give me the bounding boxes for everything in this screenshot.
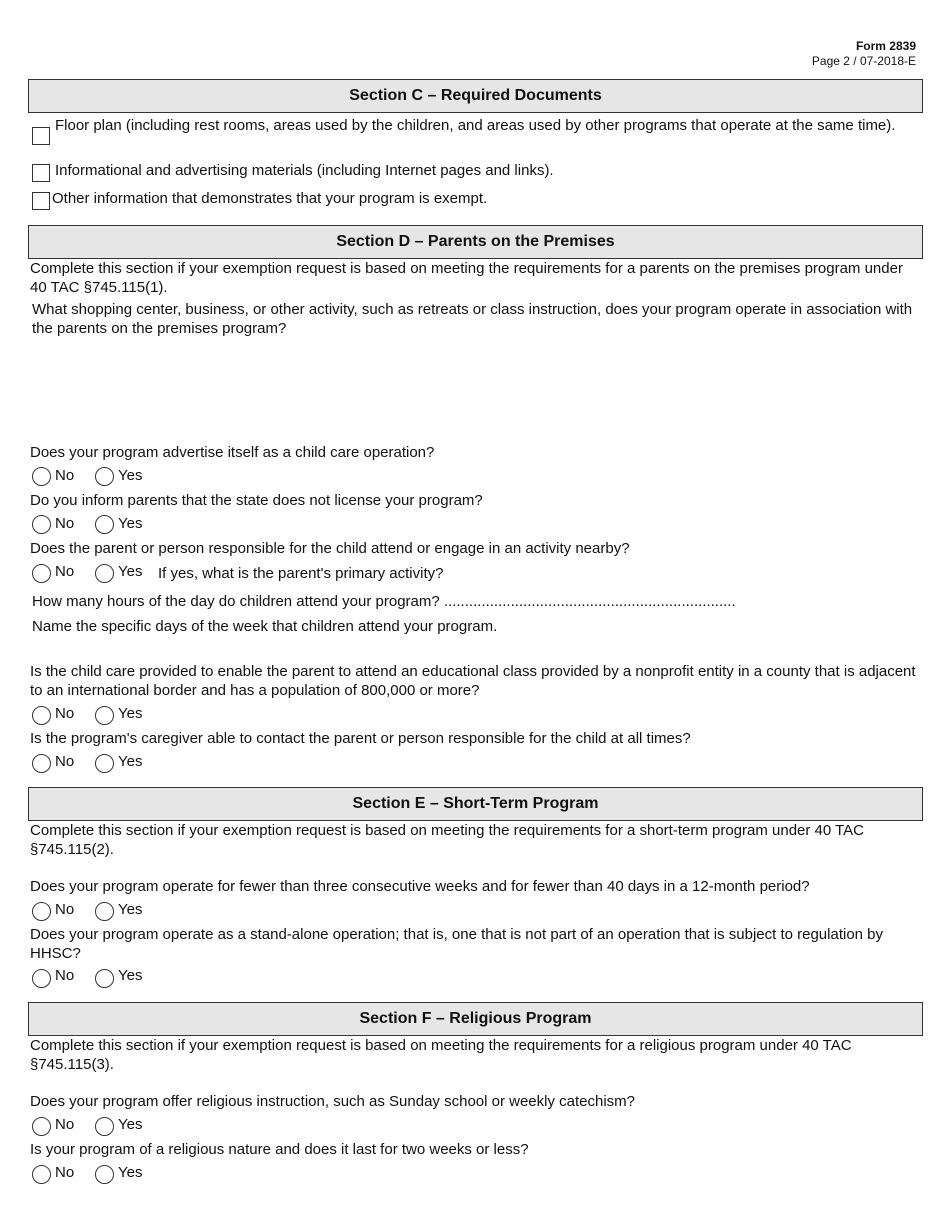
nature-yes-label: Yes — [118, 1164, 143, 1181]
q-parent-attend: Does the parent or person responsible for the child attend or engage in an activity nearby? — [30, 540, 630, 557]
standalone-yes-label: Yes — [118, 967, 143, 984]
standalone-no-radio[interactable] — [32, 969, 51, 988]
advertising-materials-label: Informational and advertising materials (including Internet pages and links). — [55, 162, 554, 179]
standalone-no-label: No — [55, 967, 75, 984]
nature-no-radio[interactable] — [32, 1165, 51, 1184]
advertise-no-label: No — [55, 467, 75, 484]
attend-no-label: No — [55, 563, 75, 580]
section-e-header: Section E – Short-Term Program — [28, 787, 923, 821]
q-parent-primary-activity: If yes, what is the parent's primary activity? — [158, 565, 444, 582]
inform-yes-label: Yes — [118, 515, 143, 532]
q-hours-per-day: How many hours of the day do children attend your program? ...................................................................... — [32, 593, 736, 610]
q-caregiver-contact: Is the program's caregiver able to contact the parent or person responsible for the child at all times? — [30, 730, 691, 747]
instruction-yes-radio[interactable] — [95, 1117, 114, 1136]
attend-no-radio[interactable] — [32, 564, 51, 583]
section-c-header: Section C – Required Documents — [28, 79, 923, 113]
inform-no-radio[interactable] — [32, 515, 51, 534]
contact-no-label: No — [55, 753, 75, 770]
section-e-intro: Complete this section if your exemption request is based on meeting the requirements for a short-term program under 40 TAC §745.115(2). — [30, 822, 865, 858]
page-info: Page 2 / 07-2018-E — [811, 54, 916, 68]
section-f-header: Section F – Religious Program — [28, 1002, 923, 1036]
section-d-intro: Complete this section if your exemption request is based on meeting the requirements for a parents on the premises program under 40 TAC §745.115(1). — [30, 260, 903, 296]
page-header — [812, 39, 916, 69]
instruction-no-radio[interactable] — [32, 1117, 51, 1136]
standalone-yes-radio[interactable] — [95, 969, 114, 988]
contact-yes-label: Yes — [118, 753, 143, 770]
attend-yes-radio[interactable] — [95, 564, 114, 583]
days-of-week-field[interactable] — [32, 638, 920, 660]
q-fewer-than-three-weeks: Does your program operate for fewer than three consecutive weeks and for fewer than 40 days in a 12-month period? — [30, 878, 810, 895]
advertise-yes-label: Yes — [118, 467, 143, 484]
q-inform-unlicensed: Do you inform parents that the state does not license your program? — [30, 492, 483, 509]
advertise-no-radio[interactable] — [32, 467, 51, 486]
q-educational-class: Is the child care provided to enable the parent to attend an educational class provided by a nonprofit entity in a county that is adjacent to an international border and has a population of 800,000 or more? — [30, 663, 916, 699]
class-yes-label: Yes — [118, 705, 143, 722]
class-yes-radio[interactable] — [95, 706, 114, 725]
nature-yes-radio[interactable] — [95, 1165, 114, 1184]
instruction-no-label: No — [55, 1116, 75, 1133]
nature-no-label: No — [55, 1164, 75, 1181]
section-d-header: Section D – Parents on the Premises — [28, 225, 923, 259]
q-days-of-week: Name the specific days of the week that children attend your program. — [32, 618, 498, 635]
advertise-yes-radio[interactable] — [95, 467, 114, 486]
other-info-label: Other information that demonstrates that your program is exempt. — [52, 190, 488, 207]
q-stand-alone: Does your program operate as a stand-alone operation; that is, one that is not part of an operation that is subject to regulation by HHSC? — [30, 926, 884, 962]
q-religious-nature: Is your program of a religious nature and does it last for two weeks or less? — [30, 1141, 529, 1158]
attend-yes-label: Yes — [118, 563, 143, 580]
form-number: Form 2839 — [855, 39, 916, 53]
inform-no-label: No — [55, 515, 75, 532]
q-advertise: Does your program advertise itself as a child care operation? — [30, 444, 435, 461]
associated-activity-answer-field[interactable] — [32, 340, 920, 435]
other-info-checkbox[interactable] — [32, 192, 50, 210]
class-no-label: No — [55, 705, 75, 722]
floor-plan-checkbox[interactable] — [32, 127, 50, 145]
advertising-materials-checkbox[interactable] — [32, 164, 50, 182]
contact-yes-radio[interactable] — [95, 754, 114, 773]
contact-no-radio[interactable] — [32, 754, 51, 773]
inform-yes-radio[interactable] — [95, 515, 114, 534]
weeks-yes-label: Yes — [118, 901, 143, 918]
class-no-radio[interactable] — [32, 706, 51, 725]
hours-per-day-field[interactable] — [760, 590, 920, 612]
section-f-intro: Complete this section if your exemption request is based on meeting the requirements for a religious program under 40 TAC §745.115(3). — [30, 1037, 852, 1073]
parent-primary-activity-field[interactable] — [460, 562, 920, 584]
weeks-no-label: No — [55, 901, 75, 918]
instruction-yes-label: Yes — [118, 1116, 143, 1133]
q-religious-instruction: Does your program offer religious instruction, such as Sunday school or weekly catechism? — [30, 1093, 636, 1110]
weeks-yes-radio[interactable] — [95, 902, 114, 921]
weeks-no-radio[interactable] — [32, 902, 51, 921]
floor-plan-label: Floor plan (including rest rooms, areas used by the children, and areas used by other programs that operate at the same time). — [55, 117, 896, 134]
q-associated-activity: What shopping center, business, or other activity, such as retreats or class instruction, does your program operate in association with the parents on the premises program? — [32, 301, 913, 337]
